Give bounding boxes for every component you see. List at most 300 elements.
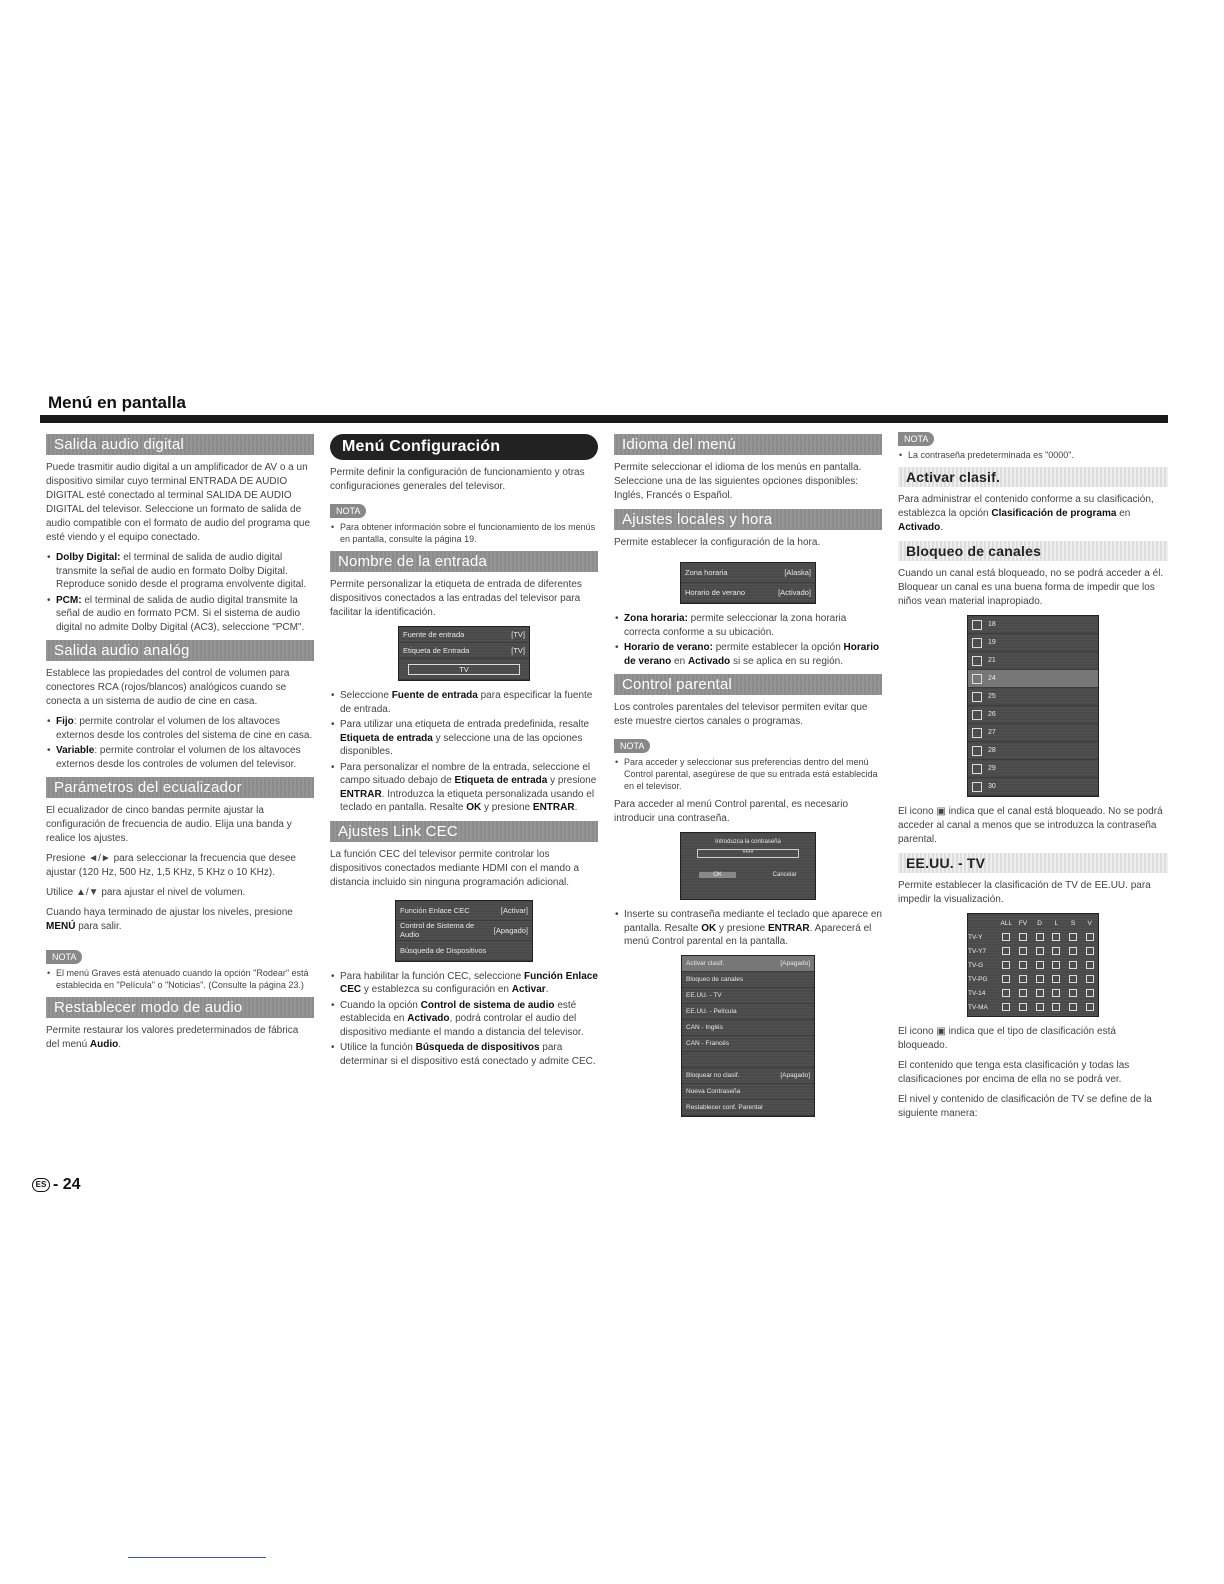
bold-term: Audio xyxy=(89,1039,119,1050)
rating-lock-cell[interactable] xyxy=(1081,958,1098,972)
nota-badge: NOTA xyxy=(614,739,650,753)
lock-checkbox-icon xyxy=(1069,947,1077,955)
note-item: • Para obtener información sobre el funcionamiento de los menús en pantalla, consulte la página 19. xyxy=(340,521,598,545)
rating-lock-cell[interactable] xyxy=(998,1000,1015,1014)
menu-row[interactable] xyxy=(682,1004,814,1020)
lock-checkbox-icon xyxy=(1002,975,1010,983)
paragraph: Para acceder al menú Control parental, es necesario introducir una contraseña. xyxy=(614,799,849,824)
grid-header: S xyxy=(1070,919,1076,927)
menu-row[interactable] xyxy=(682,1100,814,1116)
menu-row[interactable] xyxy=(682,988,814,1004)
text-span: [Apagado] xyxy=(780,1071,810,1079)
section-header-salida-analog: Salida audio analóg xyxy=(46,640,314,661)
text-span: para determinar si el dispositivo está conectado y admite CEC. xyxy=(340,1042,596,1067)
bold-term: Fijo xyxy=(56,716,74,727)
password-input[interactable]: **** xyxy=(697,849,799,858)
lock-checkbox-icon xyxy=(1069,933,1077,941)
grid-row-label: TV-Y xyxy=(968,933,983,941)
lock-checkbox-icon xyxy=(1086,961,1094,969)
text-span: permite establecer la opción xyxy=(712,642,844,653)
lock-checkbox-icon xyxy=(1036,989,1044,997)
menu-label: Etiqueta de Entrada xyxy=(403,646,470,655)
paragraph: Permite establecer la configuración de la hora. xyxy=(614,537,821,548)
rating-lock-cell[interactable] xyxy=(1031,930,1048,944)
menu-value: [TV] xyxy=(511,646,525,655)
rating-lock-cell[interactable] xyxy=(1048,958,1065,972)
text-span: Nueva Contraseña xyxy=(686,1087,741,1095)
section-header-menu-configuracion: Menú Configuración xyxy=(330,434,598,460)
text-span: Activado xyxy=(407,1013,450,1024)
text-span: . xyxy=(545,984,549,995)
grid-header: ALL xyxy=(1000,919,1013,927)
note-list xyxy=(614,756,882,792)
text-span: Control de sistema de audio xyxy=(420,999,555,1011)
lock-checkbox-icon[interactable] xyxy=(972,782,982,792)
text-span: ENTRAR xyxy=(532,802,575,813)
text-span: Etiqueta de entrada xyxy=(454,775,548,786)
rating-lock-cell[interactable] xyxy=(1081,972,1098,986)
channel-number: 21 xyxy=(988,657,996,664)
menu-row[interactable] xyxy=(399,627,529,643)
rating-lock-cell[interactable] xyxy=(1031,958,1048,972)
section-header-nombre-entrada: Nombre de la entrada xyxy=(330,551,598,572)
item-text: : permite controlar el volumen de los altavoces externos desde los controles de volumen del televisor. xyxy=(56,745,301,770)
lock-checkbox-icon xyxy=(1019,989,1027,997)
menu-row[interactable] xyxy=(396,901,532,921)
lock-checkbox-icon[interactable] xyxy=(972,674,982,684)
section-header-eeuu-tv: EE.UU. - TV xyxy=(898,853,1168,873)
rating-lock-cell[interactable] xyxy=(1015,944,1032,958)
grid-row-label: TV-PG xyxy=(968,975,988,983)
paragraph xyxy=(46,906,314,934)
text-span: Búsqueda de dispositivos xyxy=(415,1042,540,1053)
section-header-idioma: Idioma del menú xyxy=(614,434,882,455)
text-span: Bloqueo de canales xyxy=(686,975,744,983)
label-input[interactable]: TV xyxy=(408,664,520,675)
lock-checkbox-icon[interactable] xyxy=(972,746,982,756)
lock-checkbox-icon xyxy=(1052,947,1060,955)
section-header-salida-digital: Salida audio digital xyxy=(46,434,314,455)
lock-checkbox-icon xyxy=(1002,933,1010,941)
rating-lock-cell[interactable] xyxy=(998,944,1015,958)
paragraph: El icono ▣ indica que el tipo de clasificación está bloqueado. xyxy=(898,1026,1116,1051)
channel-row[interactable] xyxy=(968,724,1098,742)
text-span: Búsqueda de Dispositivos xyxy=(400,945,487,955)
menu-value: [TV] xyxy=(511,630,525,639)
list-item xyxy=(56,551,314,592)
text-span: . Introduzca la etiqueta personalizada usando el teclado en pantalla. Resalte xyxy=(340,788,595,813)
channel-number: 24 xyxy=(988,675,996,682)
cancel-button[interactable]: Cancelar xyxy=(772,872,797,878)
rating-lock-cell[interactable] xyxy=(1048,930,1065,944)
lock-checkbox-icon xyxy=(1052,975,1060,983)
text-span: Etiqueta de entrada xyxy=(340,732,433,744)
password-dialog xyxy=(680,832,816,900)
menu-row[interactable] xyxy=(682,1036,814,1052)
menu-row[interactable] xyxy=(681,583,815,603)
grid-header: D xyxy=(1037,919,1042,927)
rating-lock-cell[interactable] xyxy=(1048,1000,1065,1014)
cec-menu xyxy=(395,900,533,962)
text-span: Para utilizar una etiqueta de entrada predefinida, resalte xyxy=(340,719,590,730)
rating-lock-cell[interactable] xyxy=(1015,1000,1032,1014)
menu-row xyxy=(682,1052,814,1068)
rating-lock-cell[interactable] xyxy=(1031,1000,1048,1014)
rating-lock-cell[interactable] xyxy=(1015,930,1032,944)
text-span: [Alaska] xyxy=(784,568,811,577)
list-item xyxy=(624,908,882,949)
menu-row[interactable] xyxy=(682,1084,814,1100)
text-span: EE.UU. - TV xyxy=(686,991,722,999)
list-item xyxy=(340,689,598,716)
list-item xyxy=(340,1041,598,1068)
text-span: Zona horaria: xyxy=(624,613,688,624)
paragraph: Presione ◄/► para seleccionar la frecuencia que desee ajustar (120 Hz, 500 Hz, 1,5 KHz, 5 KHz o 10 KHz). xyxy=(46,853,296,878)
page-number-text: - 24 xyxy=(53,1176,81,1193)
channel-number: 27 xyxy=(988,729,996,736)
text-span: [Apagado] xyxy=(493,925,528,935)
text-span: . xyxy=(940,522,944,533)
menu-row[interactable] xyxy=(681,563,815,583)
rating-lock-cell[interactable] xyxy=(998,986,1015,1000)
list-item xyxy=(340,761,598,815)
rating-lock-cell[interactable] xyxy=(1065,944,1082,958)
lock-checkbox-icon xyxy=(1069,961,1077,969)
channel-number: 26 xyxy=(988,711,996,718)
text: . xyxy=(118,1039,122,1050)
text-span: Clasificación de programa xyxy=(991,508,1117,519)
footer-line xyxy=(128,1557,266,1558)
parental-menu xyxy=(681,955,815,1117)
channel-row[interactable] xyxy=(968,706,1098,724)
list-item xyxy=(56,744,314,771)
list-item xyxy=(624,612,882,639)
rating-lock-cell[interactable] xyxy=(1081,944,1098,958)
lock-checkbox-icon xyxy=(1086,1003,1094,1011)
channel-row[interactable] xyxy=(968,634,1098,652)
list-item xyxy=(56,715,314,742)
list-item xyxy=(56,594,314,635)
text-span: y presione xyxy=(481,802,533,813)
rating-lock-cell[interactable] xyxy=(1065,958,1082,972)
paragraph: El ecualizador de cinco bandas permite ajustar la configuración de frecuencia de audio. Elija una banda y realice los ajustes. xyxy=(46,805,292,844)
lock-checkbox-icon[interactable] xyxy=(972,656,982,666)
menu-row[interactable] xyxy=(682,1068,814,1084)
nota-badge: NOTA xyxy=(330,504,366,518)
channel-row[interactable] xyxy=(968,742,1098,760)
lock-checkbox-icon xyxy=(1069,975,1077,983)
list-item xyxy=(340,718,598,759)
channel-row[interactable] xyxy=(968,760,1098,778)
list-item xyxy=(340,970,598,997)
channel-row[interactable] xyxy=(968,778,1098,796)
input-label-menu xyxy=(398,626,530,681)
paragraph: Permite personalizar la etiqueta de entrada de diferentes dispositivos conectados a las entradas del televisor para facilitar la identificación. xyxy=(330,579,582,618)
rating-lock-cell[interactable] xyxy=(1031,986,1048,1000)
rating-lock-cell[interactable] xyxy=(1081,986,1098,1000)
note-list xyxy=(330,521,598,545)
channel-number: 19 xyxy=(988,639,996,646)
lock-checkbox-icon xyxy=(1052,961,1060,969)
text-span: en xyxy=(1116,508,1131,519)
channel-number: 28 xyxy=(988,747,996,754)
bullet-list xyxy=(46,551,314,634)
menu-row[interactable] xyxy=(399,643,529,659)
text-span: Función Enlace CEC xyxy=(400,905,470,915)
lock-checkbox-icon xyxy=(1036,961,1044,969)
lock-checkbox-icon xyxy=(1002,947,1010,955)
channel-row[interactable] xyxy=(968,652,1098,670)
text-span: Activar clasif. xyxy=(686,959,725,967)
text-span: ENTRAR xyxy=(340,788,382,800)
bullet-list xyxy=(330,689,598,815)
text: Cuando haya terminado de ajustar los niveles, presione xyxy=(46,907,293,918)
page-title: Menú en pantalla xyxy=(48,393,186,412)
rating-lock-cell[interactable] xyxy=(998,958,1015,972)
rating-lock-cell[interactable] xyxy=(1065,972,1082,986)
text-span: [Activar] xyxy=(500,905,528,915)
grid-row-label: TV-G xyxy=(968,961,984,969)
channel-number: 18 xyxy=(988,621,996,628)
text: Permite restaurar los valores predeterminados de fábrica del menú xyxy=(46,1025,299,1050)
paragraph: El nivel y contenido de clasificación de TV se define de la siguiente manera: xyxy=(898,1094,1152,1119)
text-span: Zona horaria xyxy=(685,568,728,577)
lock-checkbox-icon xyxy=(1086,989,1094,997)
bullet-list xyxy=(614,612,882,668)
lock-checkbox-icon xyxy=(1036,1003,1044,1011)
text-span: Para habilitar la función CEC, seleccione xyxy=(340,970,524,982)
column-3 xyxy=(614,428,882,1125)
lock-checkbox-icon[interactable] xyxy=(972,710,982,720)
lock-checkbox-icon xyxy=(1069,989,1077,997)
text-span: Cuando la opción xyxy=(340,999,421,1011)
text-span: y presione xyxy=(547,775,597,786)
ok-button[interactable]: OK xyxy=(699,872,736,878)
nota-badge: NOTA xyxy=(898,432,934,446)
text-span: CAN - Inglés xyxy=(686,1023,723,1031)
lock-checkbox-icon xyxy=(1002,989,1010,997)
text-span: Fuente de entrada xyxy=(391,690,478,701)
rating-lock-cell[interactable] xyxy=(1031,972,1048,986)
menu-row[interactable] xyxy=(396,941,532,961)
lock-checkbox-icon xyxy=(1086,933,1094,941)
lock-checkbox-icon xyxy=(1019,947,1027,955)
paragraph xyxy=(898,493,1168,535)
lock-checkbox-icon xyxy=(1019,1003,1027,1011)
paragraph: El contenido que tenga esta clasificación y todas las clasificaciones por encima de ella no se podrá ver. xyxy=(898,1060,1130,1085)
paragraph: Permite seleccionar el idioma de los menús en pantalla. Seleccione una de las siguientes opciones disponibles: Inglés, Francés o Español. xyxy=(614,462,862,501)
password-title: Introduzca la contraseña xyxy=(715,839,781,845)
paragraph: La función CEC del televisor permite controlar los dispositivos conectados mediante HDMI con el mando a distancia incluido sin ninguna programación adicional. xyxy=(330,848,580,888)
rating-lock-cell[interactable] xyxy=(1065,986,1082,1000)
channel-number: 29 xyxy=(988,765,996,772)
grid-header: V xyxy=(1087,919,1092,927)
grid-header: L xyxy=(1054,919,1059,927)
lock-checkbox-icon xyxy=(1052,989,1060,997)
channel-row[interactable] xyxy=(968,670,1098,688)
text-span: Horario de verano: xyxy=(624,642,713,653)
paragraph: Los controles parentales del televisor permiten evitar que este muestre ciertos canales o programas. xyxy=(614,702,868,727)
text-span: Inserte su contraseña mediante el teclado que aparece en pantalla. Resalte xyxy=(624,909,882,934)
rating-lock-cell[interactable] xyxy=(1015,986,1032,1000)
rating-lock-cell[interactable] xyxy=(1048,972,1065,986)
text-span: OK xyxy=(701,922,717,934)
channel-number: 25 xyxy=(988,693,996,700)
text-span: Para personalizar el nombre de la entrada, seleccione el campo situado debajo de xyxy=(340,761,591,786)
rating-lock-cell[interactable] xyxy=(1048,944,1065,958)
menu-row xyxy=(399,659,529,680)
text-span: Horario de verano xyxy=(624,642,880,667)
title-rule xyxy=(40,415,1168,423)
paragraph xyxy=(46,1024,314,1052)
channel-row[interactable] xyxy=(968,688,1098,706)
nota-badge: NOTA xyxy=(46,950,82,964)
bold-term: PCM: xyxy=(56,594,82,606)
bullet-list xyxy=(614,908,882,949)
lock-checkbox-icon xyxy=(1019,933,1027,941)
text-span: Restablecer conf. Parental xyxy=(686,1103,763,1111)
bold-term: Dolby Digital: xyxy=(56,552,121,563)
list-item xyxy=(624,641,882,668)
column-2 xyxy=(330,428,598,1074)
text: para salir. xyxy=(75,921,122,932)
grid-row-label: TV-Y7 xyxy=(968,947,987,955)
lock-checkbox-icon xyxy=(1019,961,1027,969)
language-badge: ES xyxy=(32,1178,50,1192)
text-span: y seleccione una de las opciones disponibles. xyxy=(340,732,583,757)
text-span: Control de Sistema de Audio xyxy=(400,921,475,939)
lock-checkbox-icon xyxy=(1086,975,1094,983)
text-span: EE.UU. - Película xyxy=(686,1007,737,1015)
channel-row[interactable] xyxy=(968,616,1098,634)
note-item: • La contraseña predeterminada es "0000". xyxy=(908,449,1168,461)
note-item: • El menú Graves está atenuado cuando la opción "Rodear" está establecida en "Película" o "Noticias". (Consulte la página 23.) xyxy=(56,967,314,991)
note-item: • Para acceder y seleccionar sus preferencias dentro del menú Control parental, asegúrese de que su entrada está establecida en el televisor. xyxy=(624,756,882,792)
item-text: el terminal de salida de audio digital transmite la señal de audio en formato PCM. Si el sistema de audio digital no admite Dolby Digital (AC3), seleccione "PCM". xyxy=(56,594,305,633)
rating-lock-cell[interactable] xyxy=(1048,986,1065,1000)
grid-corner xyxy=(968,916,998,930)
page-number xyxy=(32,1176,81,1194)
lock-checkbox-icon xyxy=(1036,975,1044,983)
menu-row[interactable] xyxy=(682,972,814,988)
rating-lock-cell[interactable] xyxy=(1081,930,1098,944)
text-span: si se aplica en su región. xyxy=(730,655,844,667)
text-span: Activado xyxy=(898,522,941,533)
rating-grid xyxy=(968,916,1098,1014)
paragraph: El icono ▣ indica que el canal está bloqueado. No se podrá acceder al canal a menos que se introduzca la contraseña parental. xyxy=(898,806,1163,845)
text-span: esté establecida en xyxy=(340,999,577,1024)
paragraph: Establece las propiedades del control de volumen para conectores RCA (rojos/blancos) analógicos cuando se conecta a un sistema de audio de cine en casa. xyxy=(46,668,290,707)
paragraph: Permite definir la configuración de funcionamiento y otras configuraciones generales del televisor. xyxy=(330,467,585,492)
rating-lock-cell[interactable] xyxy=(1031,944,1048,958)
lock-checkbox-icon xyxy=(1036,933,1044,941)
rating-lock-cell[interactable] xyxy=(1081,1000,1098,1014)
grid-header: FV xyxy=(1018,919,1028,927)
item-text: el terminal de salida de audio digital transmite la señal de audio en formato Dolby Digital. Reproduce sonido desde el programa envolvente digital. xyxy=(56,552,307,590)
lock-checkbox-icon xyxy=(1052,1003,1060,1011)
paragraph: Utilice ▲/▼ para ajustar el nivel de volumen. xyxy=(46,887,246,898)
rating-lock-cell[interactable] xyxy=(1015,958,1032,972)
bullet-list xyxy=(330,970,598,1069)
section-header-restablecer: Restablecer modo de audio xyxy=(46,997,314,1018)
text-span: Activar xyxy=(511,984,546,995)
lock-checkbox-icon xyxy=(1002,1003,1010,1011)
menu-row[interactable] xyxy=(396,921,532,941)
lock-checkbox-icon[interactable] xyxy=(972,728,982,738)
section-header-ecualizador: Parámetros del ecualizador xyxy=(46,777,314,798)
menu-row[interactable] xyxy=(682,956,814,972)
text-span: Bloquear no clasif. xyxy=(686,1071,740,1079)
grid-row-label: TV-14 xyxy=(968,989,986,997)
section-header-control-parental: Control parental xyxy=(614,674,882,695)
bold-term: Variable xyxy=(56,745,95,756)
dialog-buttons xyxy=(681,872,815,878)
note-list xyxy=(46,967,314,991)
text-span: ENTRAR xyxy=(767,922,810,934)
text-span: Para administrar el contenido conforme a su clasificación, establezca la opción xyxy=(898,494,1154,519)
text-span: Seleccione xyxy=(340,690,392,701)
text-span: CAN - Francés xyxy=(686,1039,729,1047)
note-list xyxy=(898,449,1168,461)
text-span: Utilice la función xyxy=(340,1042,416,1053)
text-span: en xyxy=(671,655,688,667)
text-span: OK xyxy=(466,802,482,813)
paragraph: Cuando un canal está bloqueado, no se podrá acceder a él. Bloquear un canal es una buena forma de impedir que los niños vean material inapropiado. xyxy=(898,568,1164,607)
menu-label: Fuente de entrada xyxy=(403,630,465,639)
tv-rating-grid xyxy=(967,913,1099,1017)
bold-term: MENÚ xyxy=(46,921,76,932)
rating-lock-cell[interactable] xyxy=(1015,972,1032,986)
lock-checkbox-icon xyxy=(1069,1003,1077,1011)
rating-lock-cell[interactable] xyxy=(998,972,1015,986)
text-span: Función Enlace CEC xyxy=(340,970,598,995)
grid-row-label: TV-MA xyxy=(968,1003,988,1011)
lock-checkbox-icon xyxy=(1036,947,1044,955)
section-header-link-cec: Ajustes Link CEC xyxy=(330,821,598,842)
rating-lock-cell[interactable] xyxy=(1065,1000,1082,1014)
lock-checkbox-icon xyxy=(1052,933,1060,941)
column-1 xyxy=(46,428,314,1058)
section-header-bloqueo-canales: Bloqueo de canales xyxy=(898,541,1168,561)
paragraph: Permite establecer la clasificación de TV de EE.UU. para impedir la visualización. xyxy=(898,880,1151,905)
text-span: [Apagado] xyxy=(780,959,810,967)
list-item xyxy=(340,999,598,1040)
rating-lock-cell[interactable] xyxy=(1065,930,1082,944)
paragraph: Puede trasmitir audio digital a un amplificador de AV o a un dispositivo similar cuyo terminal ENTRADA DE AUDIO DIGITAL esté conectado al terminal SALIDA DE AUDIO DIGITAL del televisor. Seleccione un formato de salida de audio compatible con el formato de audio del programa que esté viendo y el equipo conectado. xyxy=(46,462,311,543)
lock-checkbox-icon xyxy=(1019,975,1027,983)
section-header-ajustes-locales: Ajustes locales y hora xyxy=(614,509,882,530)
time-menu xyxy=(680,562,816,604)
text-span: y establezca su configuración en xyxy=(361,984,512,995)
menu-row[interactable] xyxy=(682,1020,814,1036)
section-header-activar-clasif: Activar clasif. xyxy=(898,467,1168,487)
text-span: . xyxy=(574,802,578,813)
text-span: , podrá controlar el audio del dispositivo mediante el mando a distancia del televisor. xyxy=(340,1013,584,1038)
text-span: y presione xyxy=(716,922,768,934)
item-text: : permite controlar el volumen de los altavoces externos desde los controles del sistema de cine en casa. xyxy=(56,716,313,741)
text-span: Activado xyxy=(687,655,731,667)
lock-checkbox-icon[interactable] xyxy=(972,692,982,702)
text-span: [Activado] xyxy=(778,588,811,597)
channel-number: 30 xyxy=(988,783,996,790)
lock-checkbox-icon[interactable] xyxy=(972,620,982,630)
rating-lock-cell[interactable] xyxy=(998,930,1015,944)
text-span: para especificar la fuente de entrada. xyxy=(340,690,593,715)
lock-checkbox-icon xyxy=(1086,947,1094,955)
text-span: Horario de verano xyxy=(685,588,746,597)
lock-checkbox-icon[interactable] xyxy=(972,638,982,648)
lock-checkbox-icon[interactable] xyxy=(972,764,982,774)
